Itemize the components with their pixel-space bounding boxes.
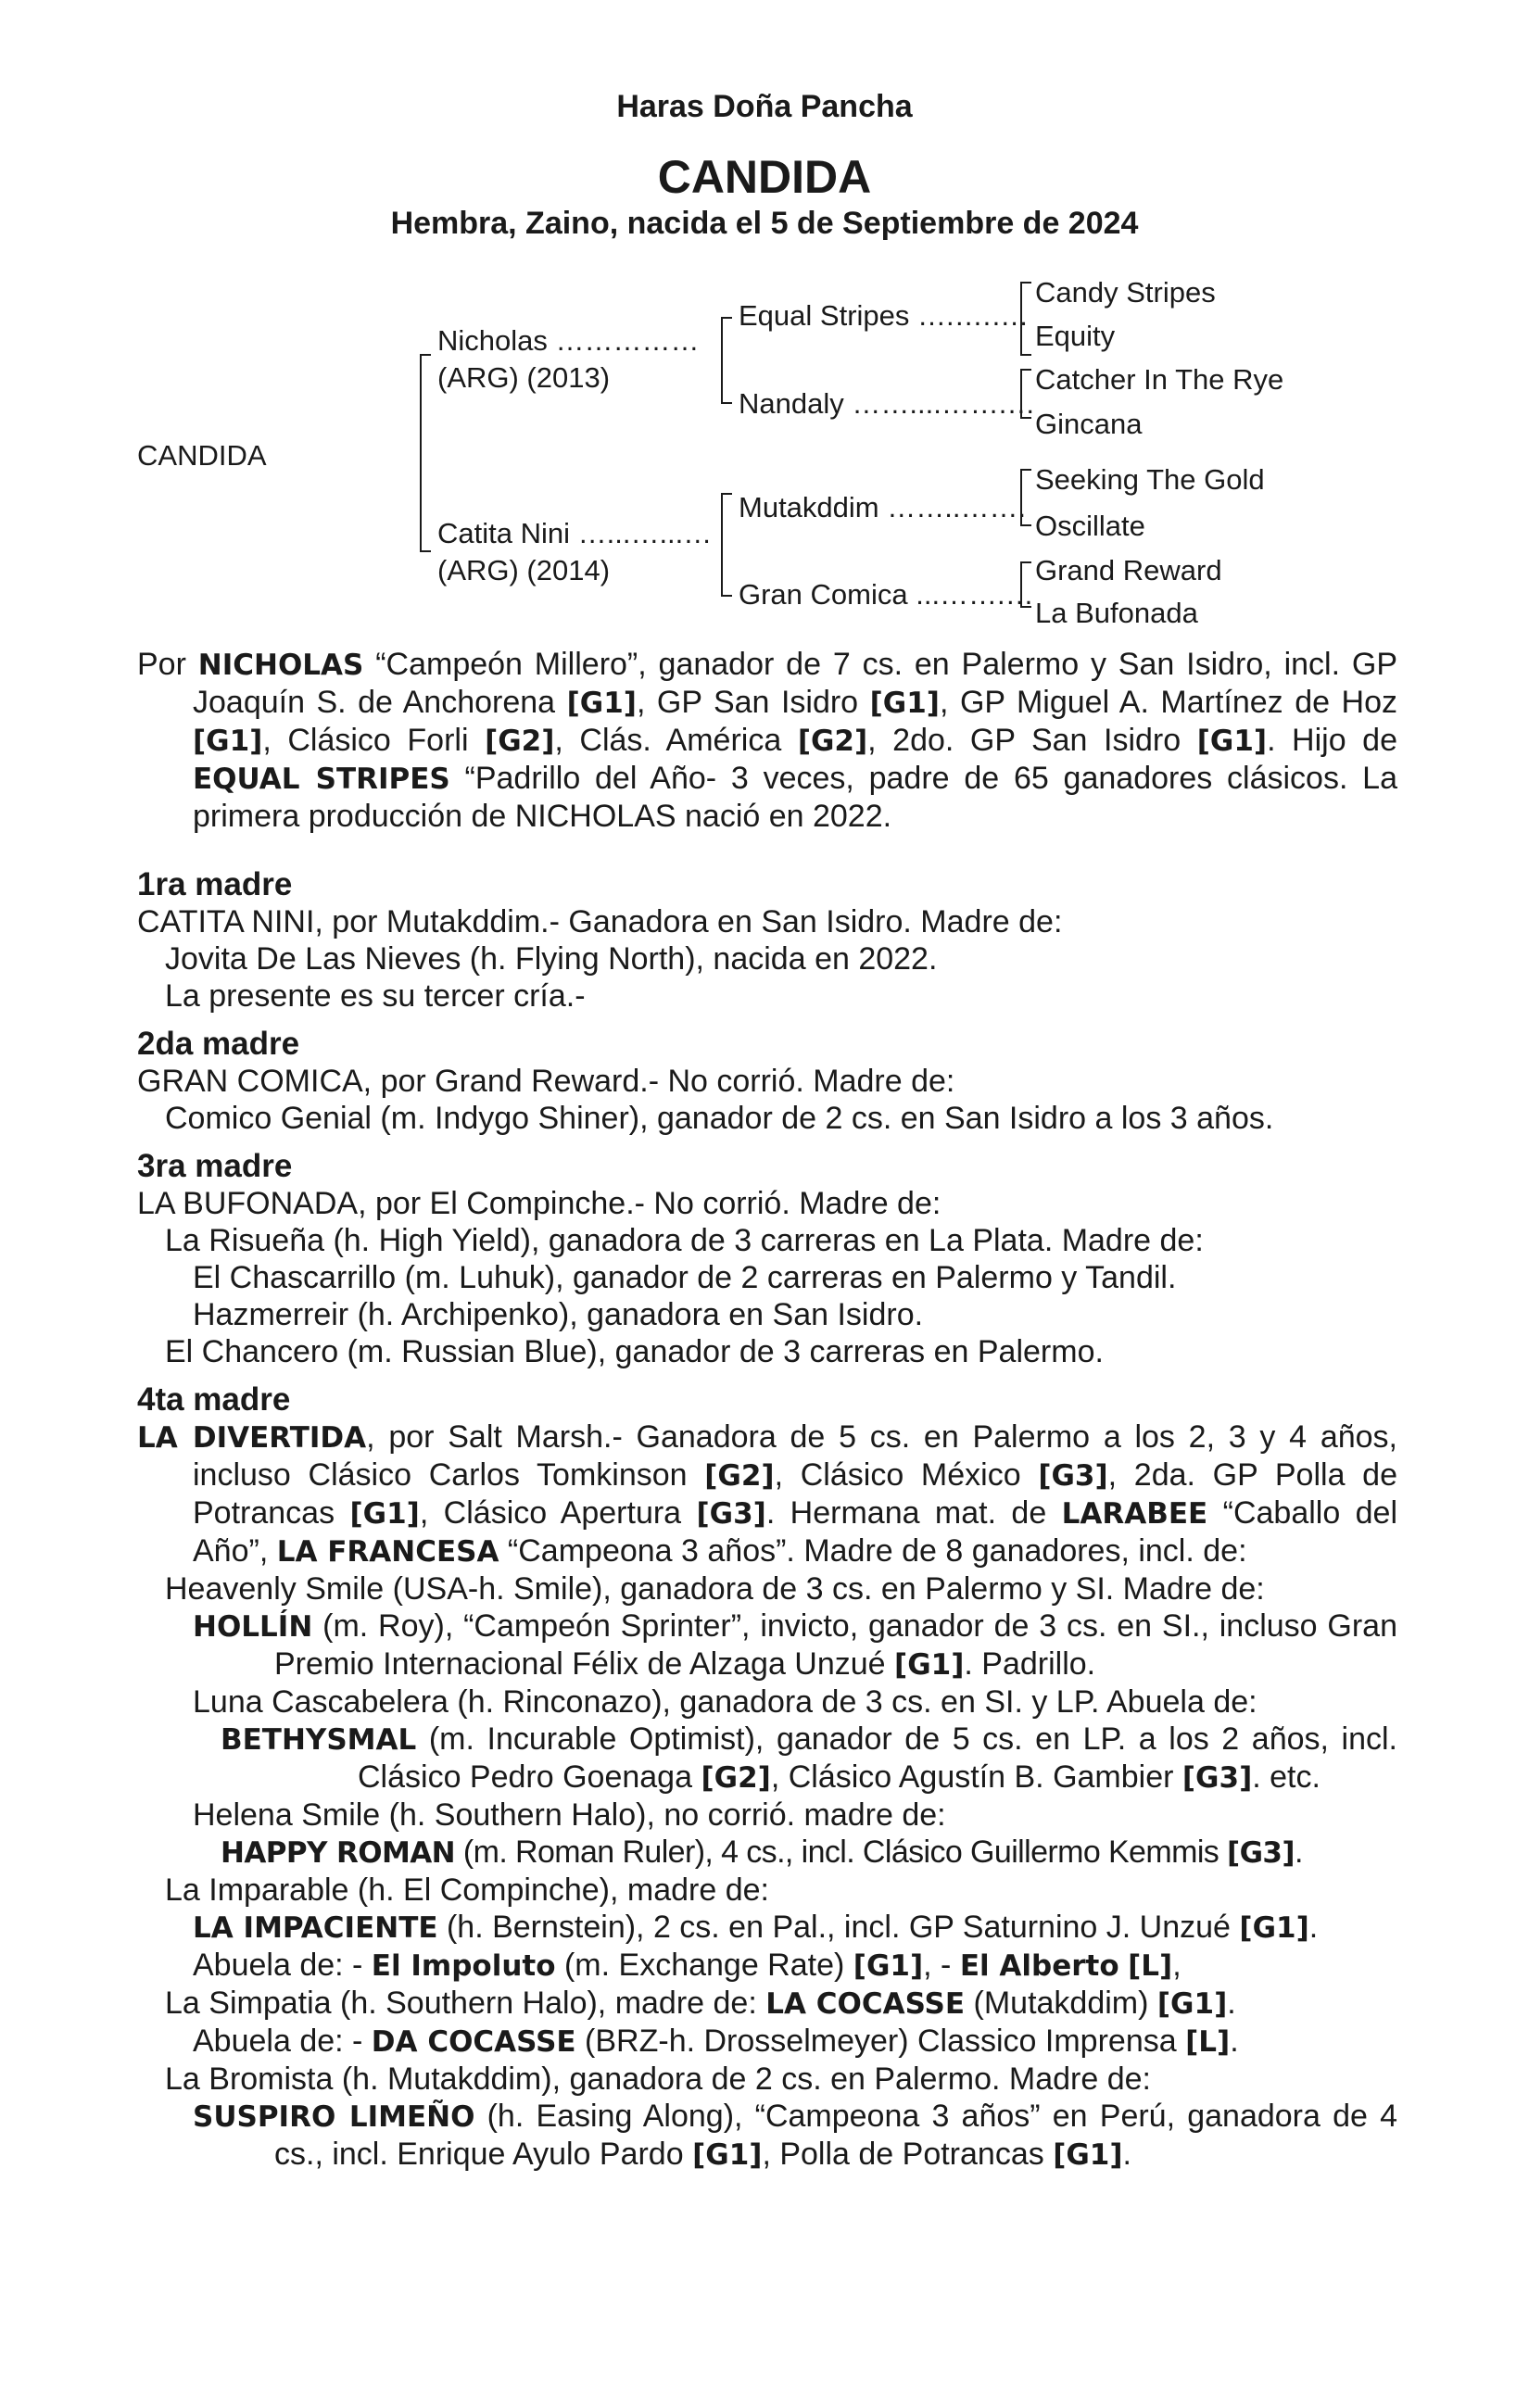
pedigree-dss: Seeking The Gold (1035, 463, 1265, 496)
dam3-line: LA BUFONADA, por El Compinche.- No corrió. Madre de: (137, 1186, 941, 1221)
happy-roman-entry: HAPPY ROMAN (m. Roman Ruler), 4 cs., incl. Clásico Guillermo Kemmis [G3]. (221, 1834, 1303, 1870)
dam4-paragraph: LA DIVERTIDA, por Salt Marsh.- Ganadora de 5 cs. en Palermo a los 2, 3 y 4 años, incluso Clásico Carlos Tomkinson [G2], Clásico México [G3], 2da. GP Polla de Potrancas [G1], Clásico Apertura [G3]. Hermana mat. de LARABEE “Caballo del Año”, LA FRANCESA “Campeona 3 años”. Madre de 8 ganadores, incl. de: (137, 1419, 1398, 1569)
bracket-dam (721, 493, 732, 597)
hollin-entry: HOLLÍN (m. Roy), “Campeón Sprinter”, invicto, ganador de 3 cs. en SI., incluso Gran Premio Internacional Félix de Alzaga Unzué [G1]. Padrillo. (193, 1608, 1397, 1682)
abuela-entry-2: Abuela de: - DA COCASSE (BRZ-h. Drosselmeyer) Classico Imprensa [L]. (193, 2023, 1239, 2059)
pedigree-ssd: Equity (1035, 320, 1116, 352)
dam2-line: GRAN COMICA, por Grand Reward.- No corrió. Madre de: (137, 1064, 955, 1099)
sire-paragraph: Por NICHOLAS “Campeón Millero”, ganador de 7 cs. en Palermo y San Isidro, incl. GP Joaquín S. de Anchorena [G1], GP San Isidro [G1], GP Miguel A. Martínez de Hoz [G1], Clásico Forli [G2], Clás. América [G2], 2do. GP San Isidro [G1]. Hijo de EQUAL STRIPES “Padrillo del Año- 3 veces, padre de 65 ganadores clásicos. La primera producción de NICHOLAS nació en 2022. (137, 647, 1398, 834)
grandsire-name: EQUAL STRIPES (193, 763, 450, 796)
bracket-ds (1020, 469, 1031, 526)
helena-entry: Helena Smile (h. Southern Halo), no corrió. madre de: (193, 1797, 946, 1833)
pedigree-sire-note: (ARG) (2013) (437, 361, 611, 394)
section-title-3: 3ra madre (137, 1148, 293, 1184)
bracket-sd (1020, 369, 1031, 419)
abuela-entry-1: Abuela de: - El Impoluto (m. Exchange Rate) [G1], - El Alberto [L], (193, 1948, 1182, 1983)
impaciente-entry: LA IMPACIENTE (h. Bernstein), 2 cs. en Pal., incl. GP Saturnino J. Unzué [G1]. (193, 1910, 1319, 1945)
pedigree-ddd: La Bufonada (1035, 597, 1198, 629)
farm-name: Haras Doña Pancha (616, 89, 913, 124)
dam3-produce-1: La Risueña (h. High Yield), ganadora de 3 carreras en La Plata. Madre de: (165, 1223, 1204, 1258)
pedigree-sds: Catcher In The Rye (1035, 363, 1284, 396)
pedigree-dam-note: (ARG) (2014) (437, 554, 611, 586)
dam2-produce: Comico Genial (m. Indygo Shiner), ganador de 2 cs. en San Isidro a los 3 años. (165, 1101, 1274, 1136)
dam1-line: CATITA NINI, por Mutakddim.- Ganadora en San Isidro. Madre de: (137, 904, 1063, 939)
pedigree-sire: Nicholas …………… (437, 324, 700, 357)
bracket-gen1 (420, 354, 431, 552)
dam3-grandproduce-2: Hazmerreir (h. Archipenko), ganadora en San Isidro. (193, 1297, 924, 1332)
dam1-note: La presente es su tercer cría.- (165, 978, 586, 1014)
pedigree-ss: Equal Stripes ….….…. (739, 299, 1028, 332)
horse-subtitle: Hembra, Zaino, nacida el 5 de Septiembre de 2024 (390, 206, 1139, 241)
bracket-sire (721, 317, 732, 404)
pedigree-dam: Catita Nini …...…...… (437, 517, 713, 549)
suspiro-entry: SUSPIRO LIMEÑO (h. Easing Along), “Campeona 3 años” en Perú, ganadora de 4 cs., incl. Enrique Ayulo Pardo [G1], Polla de Potrancas [G1]. (193, 2099, 1397, 2172)
bracket-ss (1020, 282, 1031, 356)
pedigree-subject: CANDIDA (137, 439, 267, 472)
pedigree-ds: Mutakddim ……..……. (739, 491, 1027, 523)
sire-name: NICHOLAS (197, 649, 364, 682)
pedigree-sdd: Gincana (1035, 408, 1143, 440)
bethysmal-entry: BETHYSMAL (m. Incurable Optimist), ganador de 5 cs. en LP. a los 2 años, incl. Clásico Pedro Goenaga [G2], Clásico Agustín B. Gambier [G3]. etc. (221, 1721, 1397, 1795)
dam3-produce-2: El Chancero (m. Russian Blue), ganador de 3 carreras en Palermo. (165, 1334, 1104, 1369)
pedigree-dd: Gran Comica ...…….… (739, 578, 1034, 611)
dam4-produce-heavenly: Heavenly Smile (USA-h. Smile), ganadora de 3 cs. en Palermo y SI. Madre de: (165, 1571, 1265, 1607)
imparable-entry: La Imparable (h. El Compinche), madre de: (165, 1872, 769, 1908)
section-title-1: 1ra madre (137, 866, 293, 902)
pedigree-dds: Grand Reward (1035, 554, 1222, 586)
pedigree-dsd: Oscillate (1035, 510, 1145, 542)
bromista-entry: La Bromista (h. Mutakddim), ganadora de 2 cs. en Palermo. Madre de: (165, 2061, 1151, 2097)
section-title-2: 2da madre (137, 1026, 300, 1062)
section-title-4: 4ta madre (137, 1381, 291, 1418)
bracket-dd (1020, 561, 1031, 608)
catalog-body (137, 646, 1397, 2174)
horse-name: CANDIDA (657, 151, 872, 203)
simpatia-entry: La Simpatia (h. Southern Halo), madre de: LA COCASSE (Mutakddim) [G1]. (165, 1986, 1236, 2021)
dam1-produce: Jovita De Las Nieves (h. Flying North), nacida en 2022. (165, 941, 938, 977)
pedigree-sd: Nandaly ……....…….… (739, 387, 1036, 420)
luna-entry: Luna Cascabelera (h. Rinconazo), ganadora de 3 cs. en SI. y LP. Abuela de: (193, 1684, 1257, 1720)
pedigree-sss: Candy Stripes (1035, 276, 1216, 309)
dam3-grandproduce-1: El Chascarrillo (m. Luhuk), ganador de 2 carreras en Palermo y Tandil. (193, 1260, 1177, 1295)
